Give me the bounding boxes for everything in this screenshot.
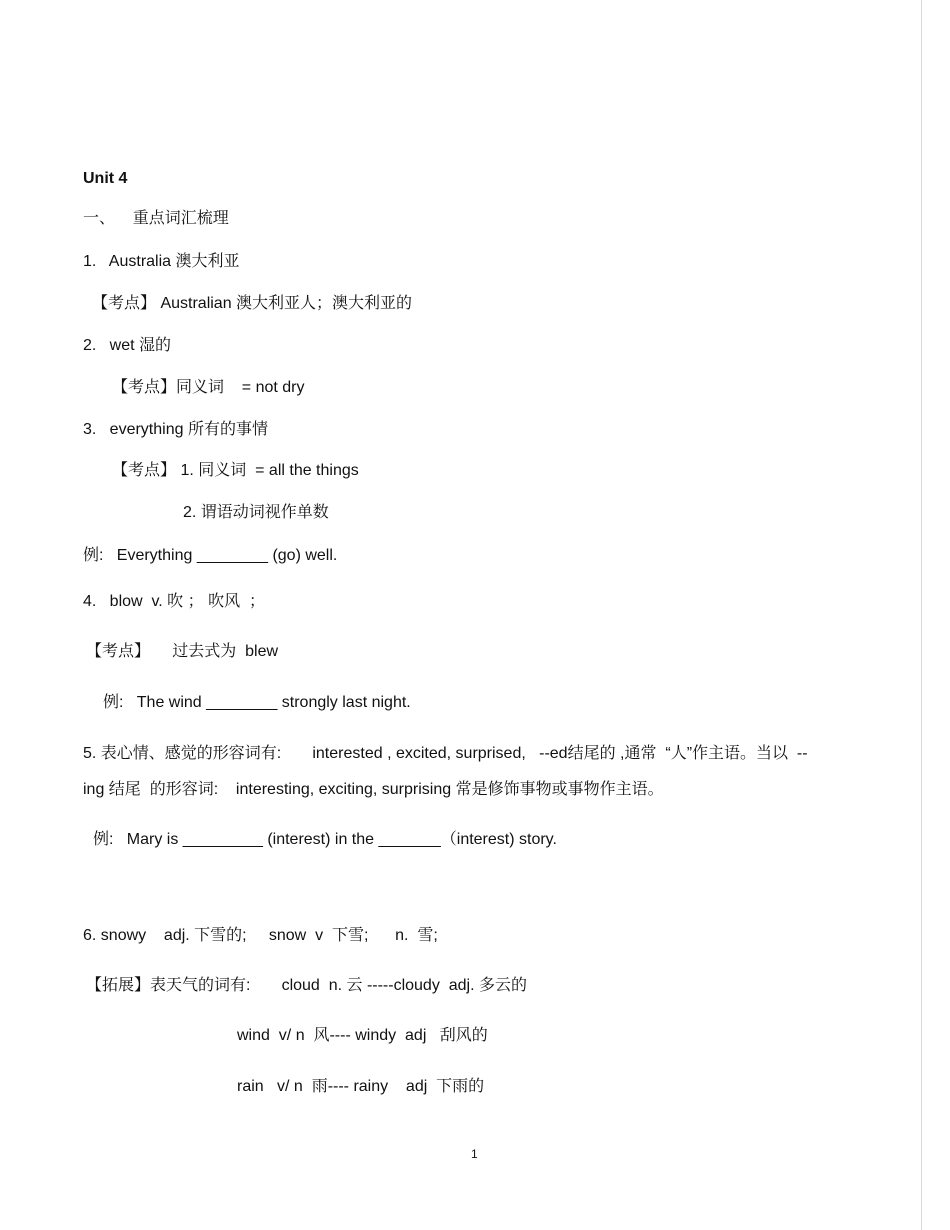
vocab-item-5-line-1: 5. 表心情、感觉的形容词有: interested , excited, surprised, --ed结尾的 ,通常 “人”作主语。当以 -- <box>83 745 808 762</box>
vocab-item-3: 3. everything 所有的事情 <box>83 421 268 438</box>
vocab-item-2-note: 【考点】同义词 = not dry <box>112 379 305 396</box>
vocab-item-6-extension-2: wind v/ n 风---- windy adj 刮风的 <box>237 1027 488 1044</box>
vocab-item-4: 4. blow v. 吹 ； 吹风 ； <box>83 593 265 610</box>
vocab-item-6-extension-3: rain v/ n 雨---- rainy adj 下雨的 <box>237 1078 485 1095</box>
page-edge-line <box>921 0 922 1230</box>
vocab-item-5-example: 例: Mary is _________ (interest) in the _______（interest) story. <box>93 831 557 848</box>
vocab-item-6: 6. snowy adj. 下雪的; snow v 下雪; n. 雪; <box>83 927 438 944</box>
vocab-item-3-note-2: 2. 谓语动词视作单数 <box>183 504 329 521</box>
page-number: 1 <box>471 1147 478 1161</box>
vocab-item-5-line-2: ing 结尾 的形容词: interesting, exciting, surprising 常是修饰事物或事物作主语。 <box>83 781 664 798</box>
vocab-item-1: 1. Australia 澳大利亚 <box>83 253 240 270</box>
vocab-item-3-note-1: 【考点】 1. 同义词 = all the things <box>112 462 359 479</box>
vocab-item-2: 2. wet 湿的 <box>83 337 172 354</box>
unit-title: Unit 4 <box>83 170 128 187</box>
vocab-item-4-example: 例: The wind ________ strongly last night. <box>103 694 411 711</box>
vocab-item-3-example: 例: Everything ________ (go) well. <box>83 547 338 564</box>
vocab-item-1-note: 【考点】 Australian 澳大利亚人；澳大利亚的 <box>92 295 413 312</box>
vocab-item-4-note: 【考点】 过去式为 blew <box>86 643 279 660</box>
section-heading: 一、 重点词汇梳理 <box>83 210 229 227</box>
vocab-item-6-extension-1: 【拓展】表天气的词有: cloud n. 云 -----cloudy adj. 多云的 <box>86 977 527 994</box>
